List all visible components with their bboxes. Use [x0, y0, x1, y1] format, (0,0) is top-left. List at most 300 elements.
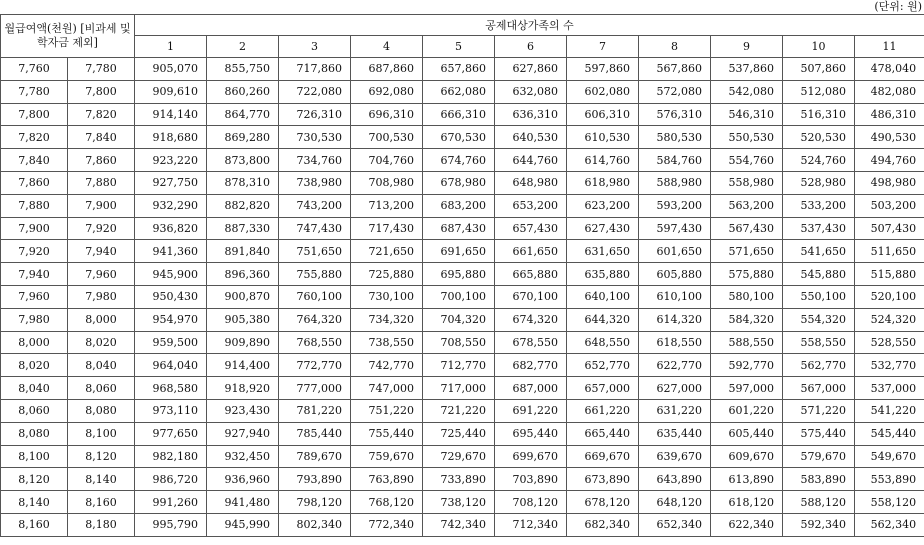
table-row — [1, 126, 924, 149]
table-row — [1, 217, 924, 240]
tax-amount-cell: 755,880 — [279, 263, 351, 286]
tax-amount-cell: 606,310 — [567, 103, 639, 126]
tax-amount-cell: 763,890 — [351, 468, 423, 491]
salary-from-cell: 8,060 — [1, 399, 68, 422]
salary-from-cell: 8,120 — [1, 468, 68, 491]
tax-amount-cell: 674,320 — [495, 308, 567, 331]
tax-amount-cell: 869,280 — [207, 126, 279, 149]
tax-amount-cell: 533,200 — [783, 194, 855, 217]
tax-amount-cell: 524,760 — [783, 149, 855, 172]
tax-amount-cell: 873,800 — [207, 149, 279, 172]
family-count-header: 2 — [207, 36, 279, 58]
tax-amount-cell: 798,120 — [279, 491, 351, 514]
tax-amount-cell: 520,530 — [783, 126, 855, 149]
tax-amount-cell: 687,860 — [351, 58, 423, 81]
salary-to-cell: 7,960 — [68, 263, 135, 286]
tax-amount-cell: 691,650 — [423, 240, 495, 263]
tax-amount-cell: 657,430 — [495, 217, 567, 240]
tax-amount-cell: 696,310 — [351, 103, 423, 126]
unit-note: (단위: 원) — [874, 0, 922, 13]
tax-amount-cell: 986,720 — [135, 468, 207, 491]
tax-amount-cell: 760,100 — [279, 285, 351, 308]
tax-amount-cell: 864,770 — [207, 103, 279, 126]
tax-amount-cell: 486,310 — [855, 103, 924, 126]
tax-amount-cell: 927,750 — [135, 171, 207, 194]
tax-amount-cell: 982,180 — [135, 445, 207, 468]
tax-amount-cell: 545,440 — [855, 422, 924, 445]
tax-amount-cell: 648,550 — [567, 331, 639, 354]
table-row — [1, 240, 924, 263]
tax-amount-cell: 687,430 — [423, 217, 495, 240]
tax-amount-cell: 503,200 — [855, 194, 924, 217]
tax-amount-cell: 610,100 — [639, 285, 711, 308]
tax-amount-cell: 515,880 — [855, 263, 924, 286]
tax-amount-cell: 722,080 — [279, 80, 351, 103]
tax-amount-cell: 887,330 — [207, 217, 279, 240]
tax-amount-cell: 703,890 — [495, 468, 567, 491]
tax-amount-cell: 588,120 — [783, 491, 855, 514]
tax-amount-cell: 738,980 — [279, 171, 351, 194]
tax-amount-cell: 546,310 — [711, 103, 783, 126]
tax-amount-cell: 995,790 — [135, 513, 207, 536]
tax-amount-cell: 554,760 — [711, 149, 783, 172]
tax-amount-cell: 478,040 — [855, 58, 924, 81]
tax-amount-cell: 682,770 — [495, 354, 567, 377]
tax-amount-cell: 678,120 — [567, 491, 639, 514]
tax-amount-cell: 747,430 — [279, 217, 351, 240]
tax-amount-cell: 936,820 — [135, 217, 207, 240]
family-count-header: 11 — [855, 36, 924, 58]
tax-amount-cell: 751,220 — [351, 399, 423, 422]
salary-from-cell: 7,840 — [1, 149, 68, 172]
tax-amount-cell: 882,820 — [207, 194, 279, 217]
table-row — [1, 331, 924, 354]
family-count-group-header: 공제대상가족의 수 — [135, 15, 924, 36]
salary-to-cell: 8,000 — [68, 308, 135, 331]
tax-amount-cell: 704,760 — [351, 149, 423, 172]
salary-to-cell: 7,980 — [68, 285, 135, 308]
tax-amount-cell: 777,000 — [279, 377, 351, 400]
tax-amount-cell: 636,310 — [495, 103, 567, 126]
tax-amount-cell: 772,770 — [279, 354, 351, 377]
tax-amount-cell: 507,860 — [783, 58, 855, 81]
table-row — [1, 354, 924, 377]
tax-amount-cell: 670,530 — [423, 126, 495, 149]
salary-from-cell: 7,940 — [1, 263, 68, 286]
tax-amount-cell: 541,220 — [855, 399, 924, 422]
table-row — [1, 377, 924, 400]
tax-amount-cell: 936,960 — [207, 468, 279, 491]
salary-to-cell: 7,820 — [68, 103, 135, 126]
tax-amount-cell: 900,870 — [207, 285, 279, 308]
tax-amount-cell: 954,970 — [135, 308, 207, 331]
tax-amount-cell: 717,000 — [423, 377, 495, 400]
tax-amount-cell: 708,120 — [495, 491, 567, 514]
tax-amount-cell: 991,260 — [135, 491, 207, 514]
tax-amount-cell: 755,440 — [351, 422, 423, 445]
tax-amount-cell: 623,200 — [567, 194, 639, 217]
salary-to-cell: 8,140 — [68, 468, 135, 491]
table-row — [1, 399, 924, 422]
tax-amount-cell: 627,430 — [567, 217, 639, 240]
tax-amount-cell: 713,200 — [351, 194, 423, 217]
table-row — [1, 513, 924, 536]
tax-amount-cell: 977,650 — [135, 422, 207, 445]
tax-amount-cell: 695,440 — [495, 422, 567, 445]
tax-amount-cell: 878,310 — [207, 171, 279, 194]
salary-to-cell: 8,160 — [68, 491, 135, 514]
tax-amount-cell: 730,100 — [351, 285, 423, 308]
withholding-tax-table — [0, 14, 924, 537]
tax-amount-cell: 725,440 — [423, 422, 495, 445]
tax-amount-cell: 738,120 — [423, 491, 495, 514]
tax-amount-cell: 588,980 — [639, 171, 711, 194]
salary-to-cell: 8,080 — [68, 399, 135, 422]
tax-amount-cell: 905,380 — [207, 308, 279, 331]
table-row — [1, 263, 924, 286]
tax-amount-cell: 941,360 — [135, 240, 207, 263]
table-row — [1, 80, 924, 103]
tax-amount-cell: 682,340 — [567, 513, 639, 536]
salary-to-cell: 8,120 — [68, 445, 135, 468]
tax-amount-cell: 733,890 — [423, 468, 495, 491]
tax-amount-cell: 950,430 — [135, 285, 207, 308]
tax-amount-cell: 661,650 — [495, 240, 567, 263]
tax-amount-cell: 661,220 — [567, 399, 639, 422]
tax-amount-cell: 592,340 — [783, 513, 855, 536]
tax-amount-cell: 704,320 — [423, 308, 495, 331]
salary-to-cell: 8,060 — [68, 377, 135, 400]
tax-amount-cell: 558,980 — [711, 171, 783, 194]
tax-amount-cell: 640,530 — [495, 126, 567, 149]
tax-amount-cell: 700,100 — [423, 285, 495, 308]
salary-from-cell: 7,920 — [1, 240, 68, 263]
tax-amount-cell: 665,880 — [495, 263, 567, 286]
tax-amount-cell: 699,670 — [495, 445, 567, 468]
tax-amount-cell: 537,860 — [711, 58, 783, 81]
salary-from-cell: 8,000 — [1, 331, 68, 354]
table-body — [1, 58, 924, 537]
tax-amount-cell: 639,670 — [639, 445, 711, 468]
tax-amount-cell: 932,290 — [135, 194, 207, 217]
tax-amount-cell: 567,000 — [783, 377, 855, 400]
salary-to-cell: 8,020 — [68, 331, 135, 354]
tax-amount-cell: 558,550 — [783, 331, 855, 354]
tax-amount-cell: 567,860 — [639, 58, 711, 81]
salary-from-cell: 7,980 — [1, 308, 68, 331]
tax-amount-cell: 793,890 — [279, 468, 351, 491]
tax-amount-cell: 613,890 — [711, 468, 783, 491]
tax-amount-cell: 712,770 — [423, 354, 495, 377]
tax-amount-cell: 542,080 — [711, 80, 783, 103]
tax-amount-cell: 678,550 — [495, 331, 567, 354]
tax-amount-cell: 580,100 — [711, 285, 783, 308]
tax-amount-cell: 700,530 — [351, 126, 423, 149]
tax-amount-cell: 905,070 — [135, 58, 207, 81]
tax-amount-cell: 575,440 — [783, 422, 855, 445]
salary-to-cell: 7,940 — [68, 240, 135, 263]
salary-from-cell: 8,040 — [1, 377, 68, 400]
tax-amount-cell: 918,680 — [135, 126, 207, 149]
tax-amount-cell: 721,650 — [351, 240, 423, 263]
table-row — [1, 285, 924, 308]
table-row — [1, 58, 924, 81]
tax-amount-cell: 670,100 — [495, 285, 567, 308]
tax-amount-cell: 494,760 — [855, 149, 924, 172]
tax-amount-cell: 605,440 — [711, 422, 783, 445]
table-row — [1, 149, 924, 172]
tax-amount-cell: 673,890 — [567, 468, 639, 491]
tax-amount-cell: 532,770 — [855, 354, 924, 377]
tax-amount-cell: 567,430 — [711, 217, 783, 240]
tax-amount-cell: 781,220 — [279, 399, 351, 422]
tax-amount-cell: 554,320 — [783, 308, 855, 331]
tax-amount-cell: 687,000 — [495, 377, 567, 400]
tax-amount-cell: 571,650 — [711, 240, 783, 263]
tax-amount-cell: 678,980 — [423, 171, 495, 194]
table-row — [1, 422, 924, 445]
tax-amount-cell: 648,980 — [495, 171, 567, 194]
tax-amount-cell: 941,480 — [207, 491, 279, 514]
tax-amount-cell: 520,100 — [855, 285, 924, 308]
tax-amount-cell: 583,890 — [783, 468, 855, 491]
tax-amount-cell: 549,670 — [855, 445, 924, 468]
tax-amount-cell: 631,220 — [639, 399, 711, 422]
tax-amount-cell: 945,900 — [135, 263, 207, 286]
tax-amount-cell: 666,310 — [423, 103, 495, 126]
tax-amount-cell: 721,220 — [423, 399, 495, 422]
table-row — [1, 308, 924, 331]
tax-amount-cell: 558,120 — [855, 491, 924, 514]
tax-amount-cell: 572,080 — [639, 80, 711, 103]
salary-from-cell: 8,020 — [1, 354, 68, 377]
tax-amount-cell: 751,650 — [279, 240, 351, 263]
tax-amount-cell: 644,320 — [567, 308, 639, 331]
tax-amount-cell: 747,000 — [351, 377, 423, 400]
tax-amount-cell: 738,550 — [351, 331, 423, 354]
tax-amount-cell: 662,080 — [423, 80, 495, 103]
salary-from-cell: 7,780 — [1, 80, 68, 103]
tax-amount-cell: 622,770 — [639, 354, 711, 377]
tax-amount-cell: 717,860 — [279, 58, 351, 81]
salary-from-cell: 7,960 — [1, 285, 68, 308]
tax-amount-cell: 592,770 — [711, 354, 783, 377]
tax-amount-cell: 601,220 — [711, 399, 783, 422]
tax-amount-cell: 683,200 — [423, 194, 495, 217]
family-count-row — [1, 36, 924, 58]
tax-amount-cell: 643,890 — [639, 468, 711, 491]
salary-from-cell: 8,080 — [1, 422, 68, 445]
table-row — [1, 194, 924, 217]
tax-amount-cell: 759,670 — [351, 445, 423, 468]
tax-amount-cell: 785,440 — [279, 422, 351, 445]
tax-amount-cell: 640,100 — [567, 285, 639, 308]
tax-amount-cell: 524,320 — [855, 308, 924, 331]
tax-amount-cell: 652,340 — [639, 513, 711, 536]
tax-amount-cell: 789,670 — [279, 445, 351, 468]
tax-amount-cell: 772,340 — [351, 513, 423, 536]
tax-amount-cell: 708,550 — [423, 331, 495, 354]
table-row — [1, 171, 924, 194]
family-count-header: 1 — [135, 36, 207, 58]
tax-amount-cell: 691,220 — [495, 399, 567, 422]
tax-amount-cell: 550,100 — [783, 285, 855, 308]
tax-amount-cell: 597,430 — [639, 217, 711, 240]
tax-amount-cell: 545,880 — [783, 263, 855, 286]
tax-amount-cell: 512,080 — [783, 80, 855, 103]
tax-amount-cell: 605,880 — [639, 263, 711, 286]
family-count-header: 4 — [351, 36, 423, 58]
tax-amount-cell: 730,530 — [279, 126, 351, 149]
tax-amount-cell: 576,310 — [639, 103, 711, 126]
salary-to-cell: 7,780 — [68, 58, 135, 81]
tax-amount-cell: 627,860 — [495, 58, 567, 81]
tax-amount-cell: 537,000 — [855, 377, 924, 400]
tax-amount-cell: 516,310 — [783, 103, 855, 126]
salary-from-cell: 7,880 — [1, 194, 68, 217]
tax-amount-cell: 768,120 — [351, 491, 423, 514]
tax-amount-cell: 734,320 — [351, 308, 423, 331]
tax-amount-cell: 914,400 — [207, 354, 279, 377]
salary-from-cell: 8,160 — [1, 513, 68, 536]
salary-from-cell: 7,800 — [1, 103, 68, 126]
tax-amount-cell: 914,140 — [135, 103, 207, 126]
tax-amount-cell: 618,550 — [639, 331, 711, 354]
tax-amount-cell: 923,430 — [207, 399, 279, 422]
tax-amount-cell: 973,110 — [135, 399, 207, 422]
tax-amount-cell: 708,980 — [351, 171, 423, 194]
table-row — [1, 103, 924, 126]
tax-amount-cell: 923,220 — [135, 149, 207, 172]
tax-amount-cell: 597,000 — [711, 377, 783, 400]
tax-amount-cell: 507,430 — [855, 217, 924, 240]
tax-amount-cell: 648,120 — [639, 491, 711, 514]
table-header — [1, 15, 924, 58]
tax-amount-cell: 891,840 — [207, 240, 279, 263]
tax-amount-cell: 657,000 — [567, 377, 639, 400]
tax-amount-cell: 550,530 — [711, 126, 783, 149]
tax-amount-cell: 632,080 — [495, 80, 567, 103]
tax-amount-cell: 562,340 — [855, 513, 924, 536]
tax-amount-cell: 631,650 — [567, 240, 639, 263]
family-count-header: 5 — [423, 36, 495, 58]
tax-amount-cell: 860,260 — [207, 80, 279, 103]
tax-amount-cell: 742,770 — [351, 354, 423, 377]
salary-from-cell: 7,820 — [1, 126, 68, 149]
family-count-header: 9 — [711, 36, 783, 58]
tax-amount-cell: 695,880 — [423, 263, 495, 286]
tax-amount-cell: 927,940 — [207, 422, 279, 445]
salary-to-cell: 7,860 — [68, 149, 135, 172]
tax-amount-cell: 541,650 — [783, 240, 855, 263]
salary-from-cell: 7,900 — [1, 217, 68, 240]
tax-amount-cell: 584,320 — [711, 308, 783, 331]
tax-amount-cell: 588,550 — [711, 331, 783, 354]
tax-amount-cell: 692,080 — [351, 80, 423, 103]
salary-to-cell: 7,920 — [68, 217, 135, 240]
tax-amount-cell: 665,440 — [567, 422, 639, 445]
tax-amount-cell: 802,340 — [279, 513, 351, 536]
tax-amount-cell: 734,760 — [279, 149, 351, 172]
family-count-header: 7 — [567, 36, 639, 58]
salary-to-cell: 8,040 — [68, 354, 135, 377]
salary-range-header: 월급여액(천원) [비과세 및 학자금 제외] — [1, 15, 135, 58]
table-row — [1, 468, 924, 491]
tax-amount-cell: 627,000 — [639, 377, 711, 400]
tax-amount-cell: 490,530 — [855, 126, 924, 149]
tax-amount-cell: 743,200 — [279, 194, 351, 217]
tax-amount-cell: 712,340 — [495, 513, 567, 536]
tax-amount-cell: 653,200 — [495, 194, 567, 217]
tax-amount-cell: 537,430 — [783, 217, 855, 240]
tax-amount-cell: 968,580 — [135, 377, 207, 400]
tax-amount-cell: 562,770 — [783, 354, 855, 377]
family-count-header: 3 — [279, 36, 351, 58]
tax-amount-cell: 909,890 — [207, 331, 279, 354]
tax-amount-cell: 652,770 — [567, 354, 639, 377]
tax-amount-cell: 909,610 — [135, 80, 207, 103]
tax-amount-cell: 896,360 — [207, 263, 279, 286]
salary-from-cell: 8,100 — [1, 445, 68, 468]
tax-amount-cell: 726,310 — [279, 103, 351, 126]
table-row — [1, 491, 924, 514]
tax-amount-cell: 610,530 — [567, 126, 639, 149]
salary-from-cell: 7,860 — [1, 171, 68, 194]
tax-amount-cell: 657,860 — [423, 58, 495, 81]
tax-amount-cell: 614,760 — [567, 149, 639, 172]
tax-amount-cell: 674,760 — [423, 149, 495, 172]
tax-amount-cell: 571,220 — [783, 399, 855, 422]
tax-amount-cell: 618,980 — [567, 171, 639, 194]
family-count-header: 10 — [783, 36, 855, 58]
tax-amount-cell: 575,880 — [711, 263, 783, 286]
tax-amount-cell: 580,530 — [639, 126, 711, 149]
tax-amount-cell: 855,750 — [207, 58, 279, 81]
tax-amount-cell: 563,200 — [711, 194, 783, 217]
salary-to-cell: 7,900 — [68, 194, 135, 217]
family-count-header: 6 — [495, 36, 567, 58]
tax-amount-cell: 932,450 — [207, 445, 279, 468]
table-row — [1, 445, 924, 468]
tax-amount-cell: 584,760 — [639, 149, 711, 172]
tax-amount-cell: 945,990 — [207, 513, 279, 536]
salary-to-cell: 8,100 — [68, 422, 135, 445]
tax-amount-cell: 498,980 — [855, 171, 924, 194]
salary-to-cell: 7,840 — [68, 126, 135, 149]
tax-amount-cell: 601,650 — [639, 240, 711, 263]
tax-amount-cell: 614,320 — [639, 308, 711, 331]
tax-amount-cell: 602,080 — [567, 80, 639, 103]
salary-from-cell: 7,760 — [1, 58, 68, 81]
tax-amount-cell: 528,980 — [783, 171, 855, 194]
tax-amount-cell: 959,500 — [135, 331, 207, 354]
tax-amount-cell: 597,860 — [567, 58, 639, 81]
tax-amount-cell: 635,880 — [567, 263, 639, 286]
tax-amount-cell: 669,670 — [567, 445, 639, 468]
tax-amount-cell: 511,650 — [855, 240, 924, 263]
salary-to-cell: 7,800 — [68, 80, 135, 103]
tax-amount-cell: 593,200 — [639, 194, 711, 217]
tax-amount-cell: 764,320 — [279, 308, 351, 331]
tax-amount-cell: 609,670 — [711, 445, 783, 468]
salary-to-cell: 7,880 — [68, 171, 135, 194]
tax-amount-cell: 482,080 — [855, 80, 924, 103]
tax-amount-cell: 729,670 — [423, 445, 495, 468]
tax-amount-cell: 618,120 — [711, 491, 783, 514]
tax-amount-cell: 553,890 — [855, 468, 924, 491]
tax-amount-cell: 768,550 — [279, 331, 351, 354]
tax-amount-cell: 622,340 — [711, 513, 783, 536]
